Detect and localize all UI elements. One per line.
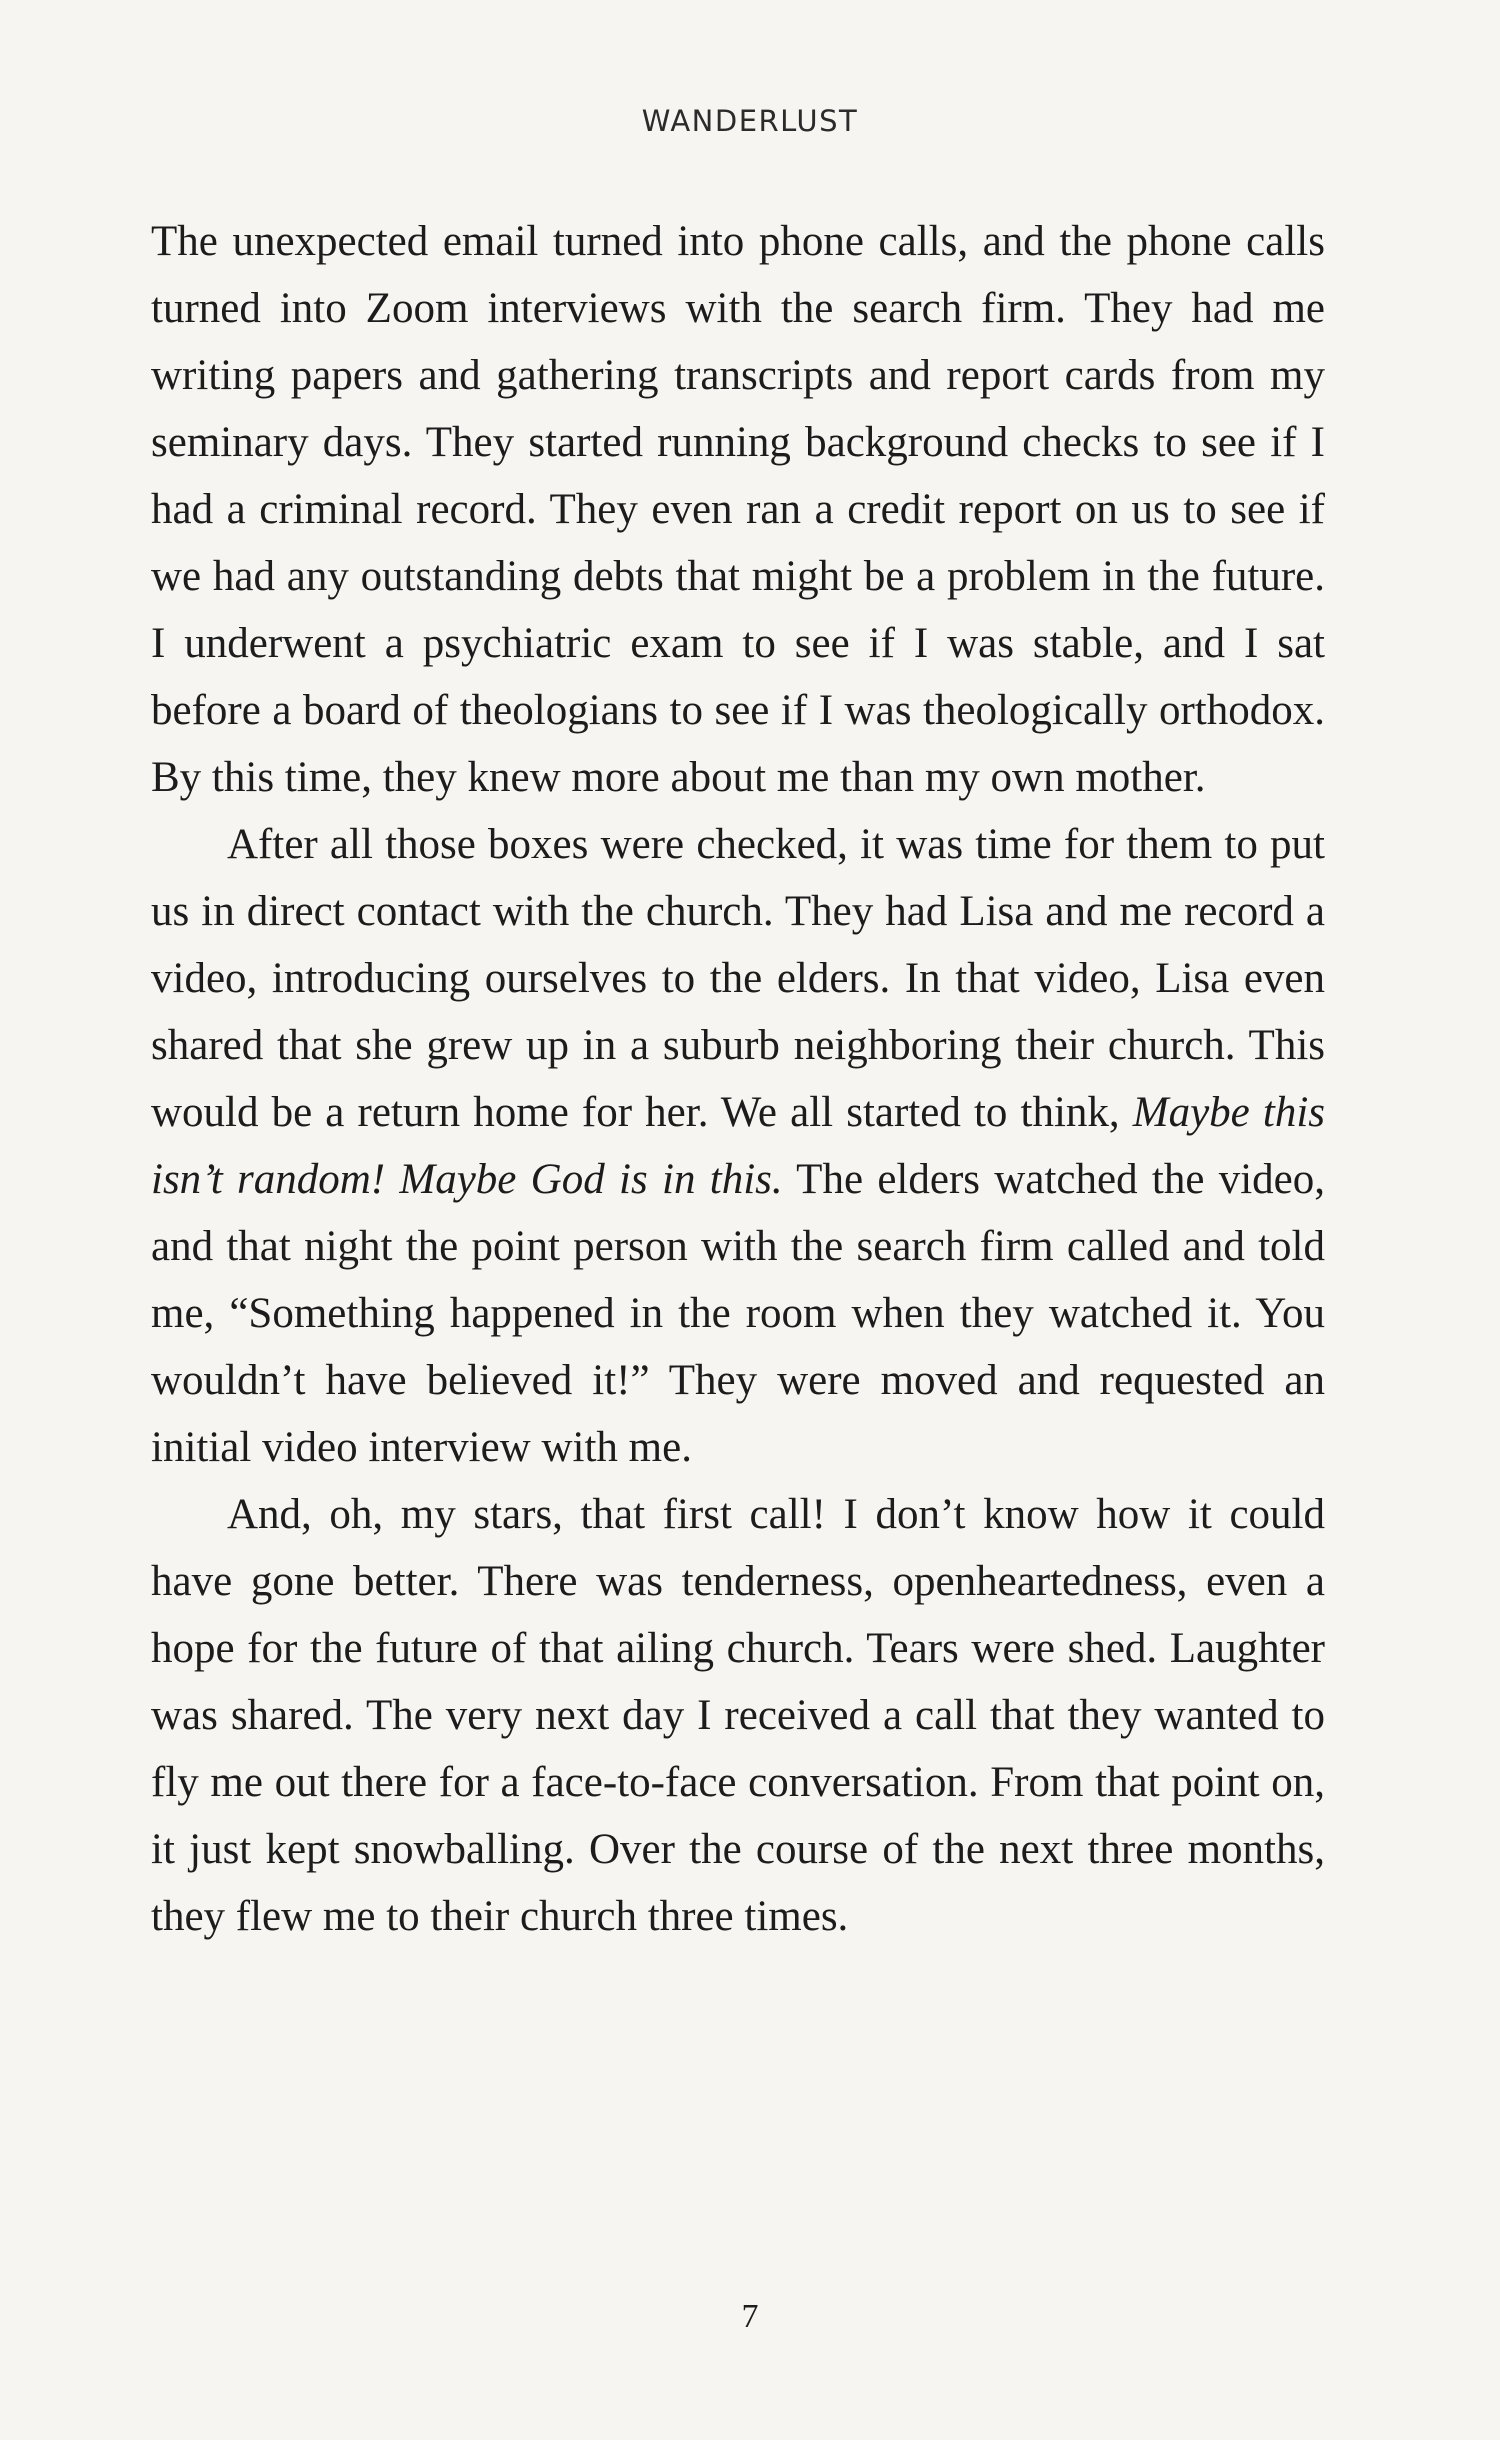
- paragraph-2: [151, 811, 1325, 1481]
- body-text: [151, 208, 1325, 1950]
- paragraph-1: The unexpected email turned into phone calls, and the phone calls turned into Zoom interviews with the search firm. They had me writing papers and gathering transcripts and report cards from my seminary days. They started running background checks to see if I had a criminal record. They even ran a credit report on us to see if we had any outstanding debts that might be a problem in the future. I underwent a psychiatric exam to see if I was stable, and I sat before a board of theologians to see if I was theologically orthodox. By this time, they knew more about me than my own mother.: [151, 218, 1325, 801]
- paragraph-2-italic-thought: Maybe this isn’t random! Maybe God is in this.: [151, 1089, 1325, 1203]
- paragraph-2-text-start: After all those boxes were checked, it was time for them to put us in direct contact with the church. They had Lisa and me record a video, introducing ourselves to the elders. In that video, Lisa even shared that she grew up in a suburb neighboring their church. This would be a return home for her. We all started to think,: [151, 821, 1325, 1136]
- paragraph-2-text-end: The elders watched the video, and that night the point person with the search firm called and told me, “Something happened in the room when they watched it. You wouldn’t have believed it!” They were moved and requested an initial video interview with me.: [151, 1156, 1325, 1471]
- running-head: WANDERLUST: [641, 104, 859, 138]
- paragraph-3: And, oh, my stars, that first call! I don’t know how it could have gone better. There was tenderness, openheartedness, even a hope for the future of that ailing church. Tears were shed. Laughter was shared. The very next day I received a call that they wanted to fly me out there for a face-to-face conversation. From that point on, it just kept snowballing. Over the course of the next three months, they flew me to their church three times.: [151, 1491, 1325, 1940]
- page-number: 7: [741, 2298, 759, 2335]
